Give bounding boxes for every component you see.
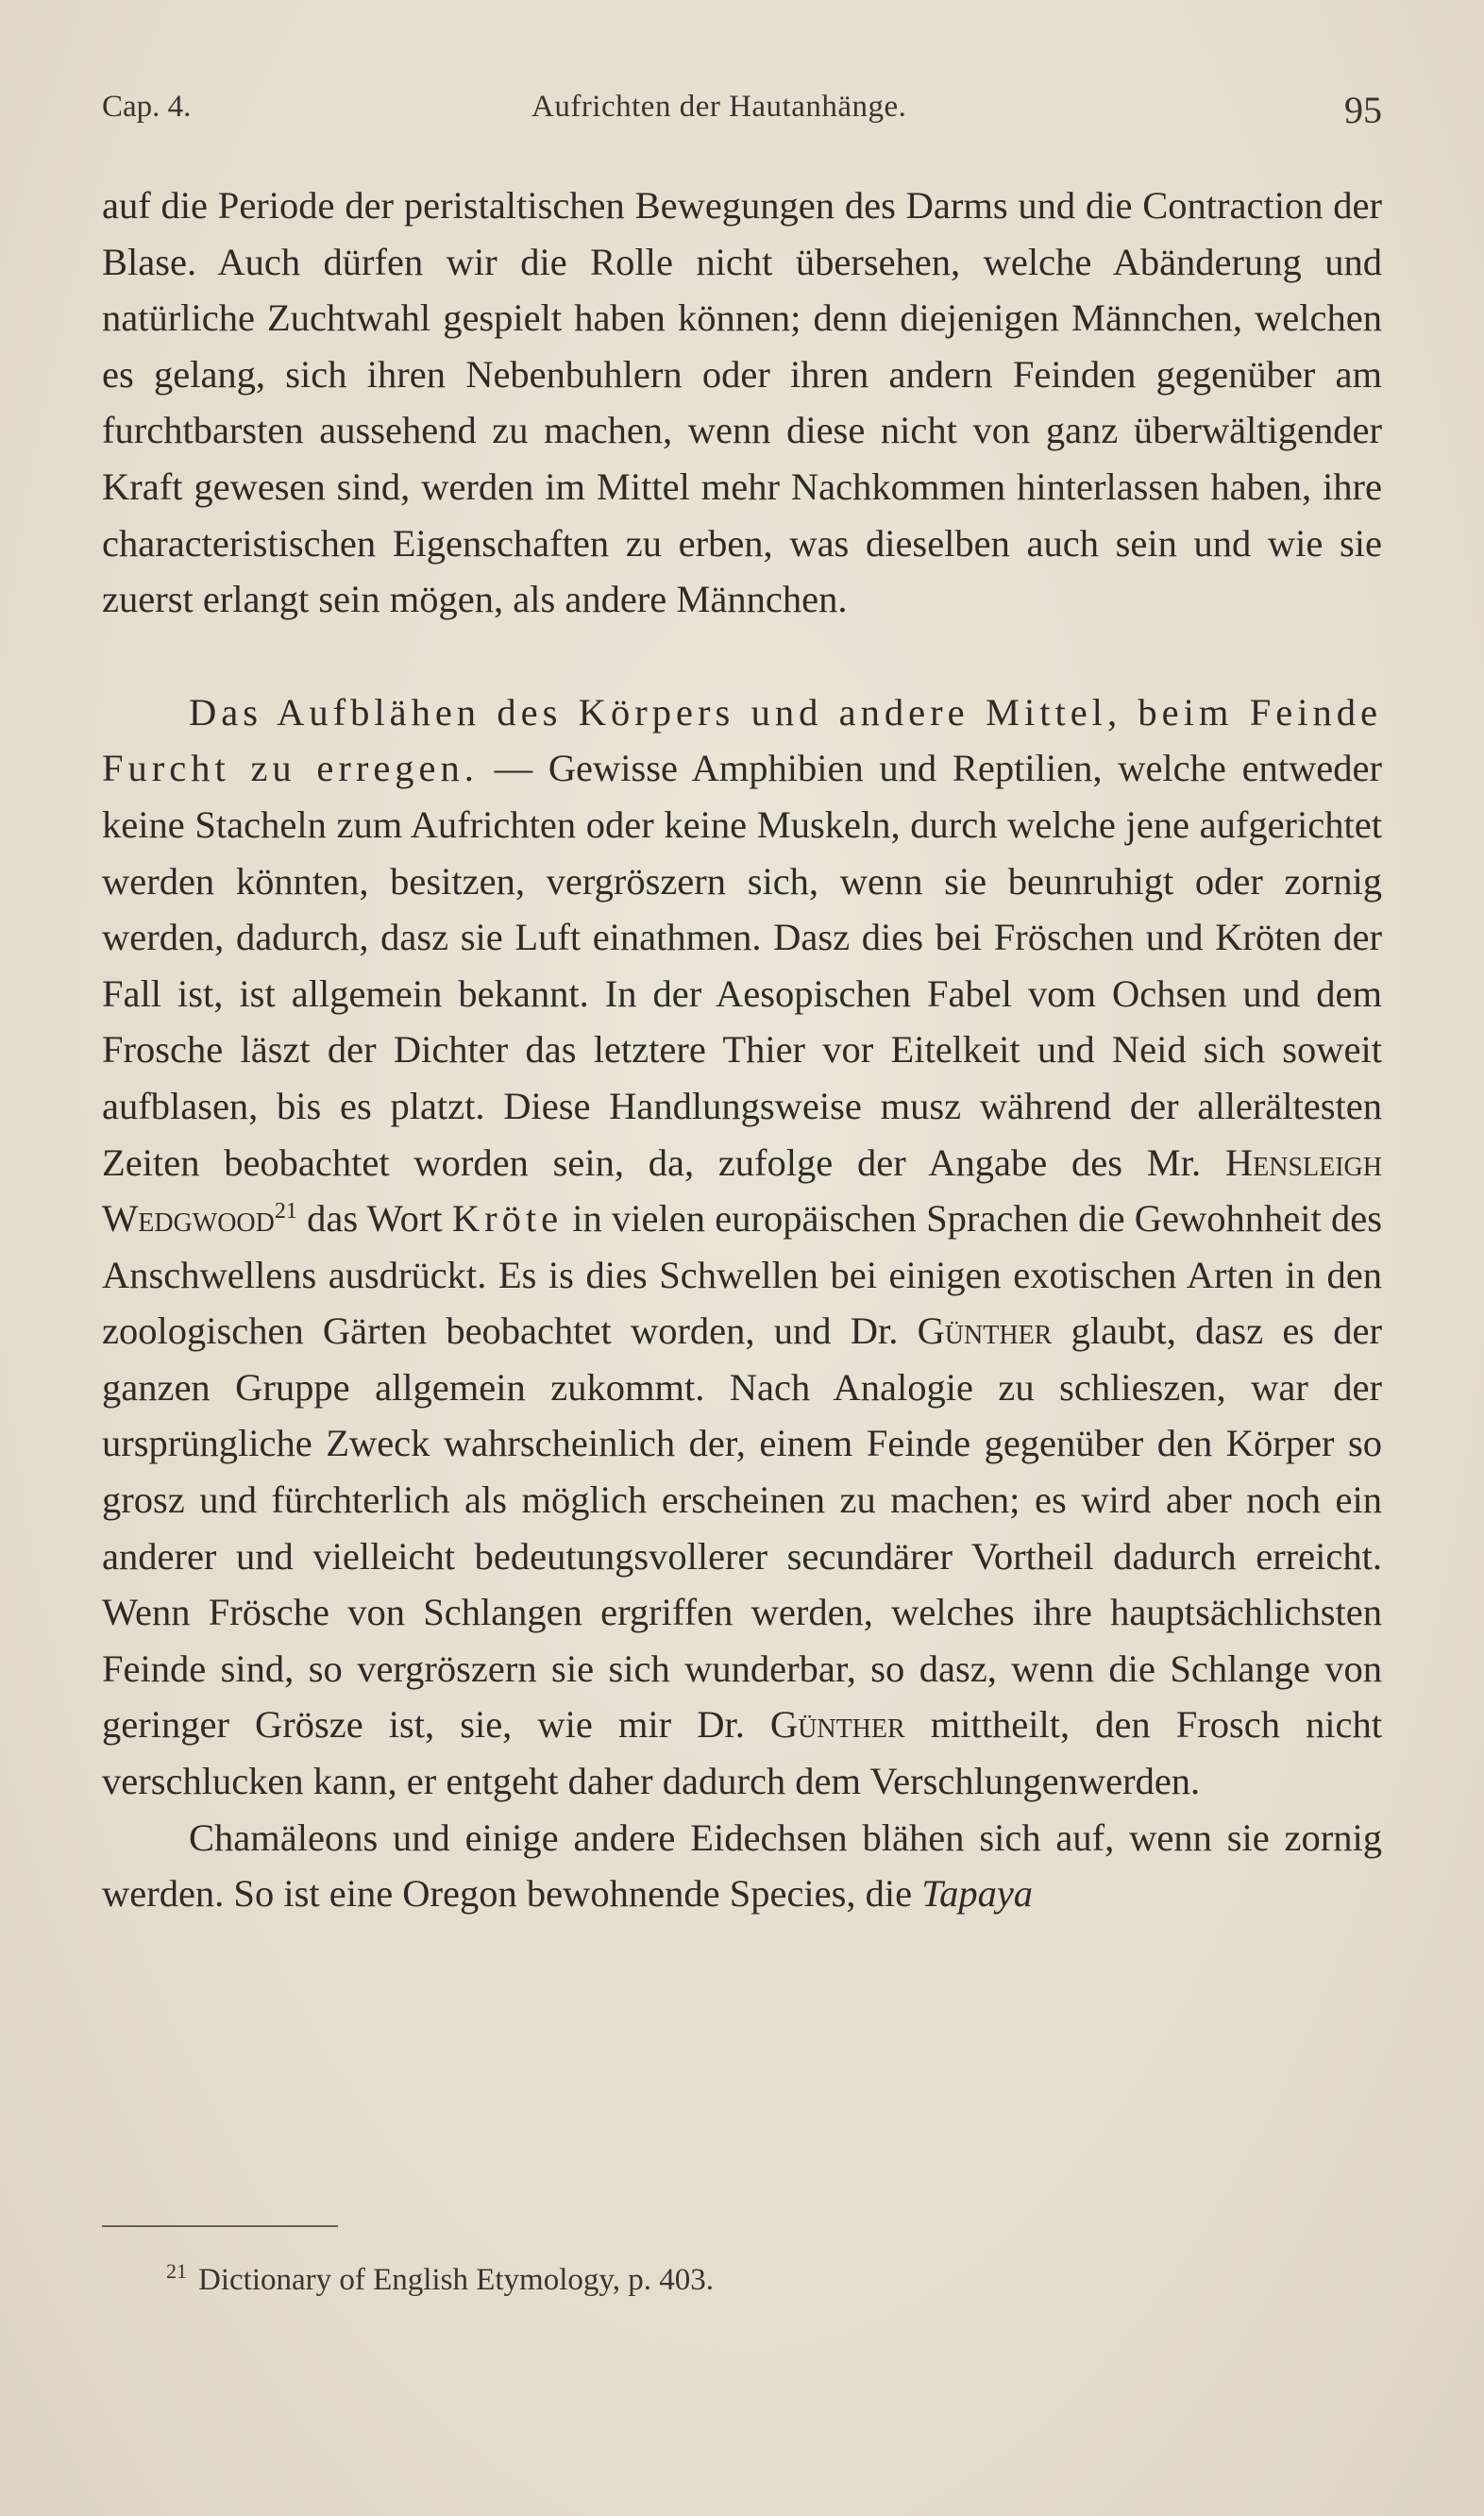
paragraph-gap: [102, 628, 1382, 684]
footnote-mark: 21: [166, 2259, 187, 2283]
footnote-reference[interactable]: 21: [274, 1199, 297, 1224]
footnote: [166, 2259, 714, 2298]
paragraph-1: auf die Periode der peristaltischen Bewegungen des Darms und die Contraction der Blase. Auch dürfen wir die Rolle nicht übersehen, welche Abänderung und natürliche Zuchtwahl gespielt haben können; denn diejenigen Männchen, welchen es gelang, sich ihren Nebenbuhlern oder ihren andern Feinden gegenüber am furchtbarsten aussehend zu machen, wenn diese nicht von ganz überwältigender Kraft gewesen sind, werden im Mittel mehr Nachkommen hinterlassen haben, ihre characteristischen Eigenschaften zu erben, was dieselben auch sein und wie sie zuerst erlangt sein mögen, als andere Männchen.: [102, 184, 1382, 621]
paragraph-3: [102, 1810, 1382, 1922]
author-name-wedgwood: Hensleigh Wedgwood: [102, 1140, 1382, 1241]
page-number: 95: [1344, 89, 1382, 131]
section-heading: Das Aufblähen des Körpers und andere Mittel, beim Feinde Furcht zu erregen.: [102, 690, 1382, 790]
page-header: [102, 90, 1388, 135]
main-text: [102, 177, 1382, 1922]
chapter-label: Cap. 4.: [102, 90, 192, 124]
paragraph-2-text-5: mittheilt, den Frosch nicht verschlucken kann, er entgeht daher dadurch dem Verschlungenwerden.: [102, 1703, 1382, 1803]
footnote-text: Dictionary of English Etymology, p. 403.: [198, 2263, 714, 2297]
paragraph-2-text-3: in vielen europäischen Sprachen die Gewohnheit des Anschwellens ausdrückt. Es is dies Schwellen bei einigen exotischen Arten in den zoologischen Gärten beobachtet worden, und Dr.: [102, 1197, 1382, 1353]
author-name-gunther: Günther: [769, 1703, 905, 1747]
paragraph-2-text-2: das Wort: [296, 1197, 452, 1241]
paragraph-2-text-1: — Gewisse Amphibien und Reptilien, welche entweder keine Stacheln zum Aufrichten oder keine Muskeln, durch welche jene aufgerichtet werden könnten, besitzen, vergröszern sich, wenn sie beunruhigt oder zornig werden, dadurch, dasz sie Luft einathmen. Dasz dies bei Fröschen und Kröten der Fall ist, ist allgemein bekannt. In der Aesopischen Fabel vom Ochsen und dem Frosche läszt der Dichter das letztere Thier vor Eitelkeit und Neid sich soweit aufblasen, bis es platzt. Diese Handlungsweise musz während der allerältesten Zeiten beobachtet worden sein, da, zufolge der Angabe des Mr.: [102, 747, 1382, 1184]
footnote-divider: [102, 2225, 338, 2227]
author-name-gunther: Günther: [917, 1309, 1053, 1353]
species-name: Tapaya: [921, 1872, 1034, 1916]
paragraph-3-text: Chamäleons und einige andere Eidechsen blähen sich auf, wenn sie zornig werden. So ist eine Oregon bewohnende Species, die: [102, 1815, 1382, 1916]
paragraph-2-text-4: glaubt, dasz es der ganzen Gruppe allgemein zukommt. Nach Analogie zu schlieszen, war der ursprüngliche Zweck wahrscheinlich der, einem Feinde gegenüber den Körper so grosz und fürchterlich als möglich erscheinen zu machen; es wird aber noch ein anderer und vielleicht bedeutungsvollerer secundärer Vortheil dadurch erreicht. Wenn Frösche von Schlangen ergriffen werden, welches ihre hauptsächlichsten Feinde sind, so vergröszern sie sich wunderbar, so dasz, wenn die Schlange von geringer Grösze ist, sie, wie mir Dr.: [102, 1309, 1382, 1747]
running-title: Aufrichten der Hautanhänge.: [531, 90, 907, 124]
emphasized-word-krote: Kröte: [451, 1197, 564, 1241]
paragraph-2: [102, 684, 1382, 1810]
